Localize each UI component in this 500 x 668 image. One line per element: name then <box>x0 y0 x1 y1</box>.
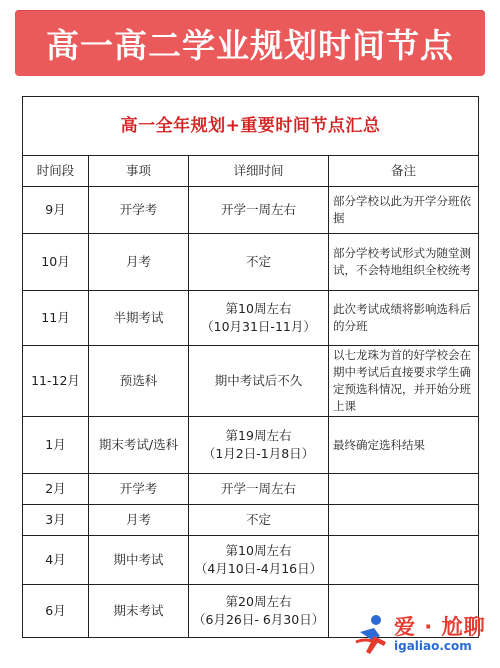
cell-detail <box>189 346 329 417</box>
cell-note: 此次考试成绩将影响选科后的分班 <box>329 291 479 346</box>
header-period: 时间段 <box>23 156 89 187</box>
cell-period: 2月 <box>23 474 89 505</box>
cell-item: 半期考试 <box>89 291 189 346</box>
cell-note <box>329 505 479 536</box>
cell-item: 预选科 <box>89 346 189 417</box>
detail-line2: （1月2日-1月8日） <box>202 446 315 461</box>
cell-period: 11-12月 <box>23 346 89 417</box>
detail-line2: （6月26日- 6月30日） <box>193 612 325 627</box>
table-row <box>23 417 479 474</box>
cell-note: 以七龙珠为首的好学校会在期中考试后直接要求学生确定预选科情况，并开始分班上课 <box>329 346 479 417</box>
table-row <box>23 474 479 505</box>
cell-item: 开学考 <box>89 187 189 234</box>
cell-period: 4月 <box>23 536 89 585</box>
detail-line1: 不定 <box>245 254 271 269</box>
detail-line1: 第20周左右 <box>225 594 292 609</box>
cell-detail <box>189 187 329 234</box>
detail-line1: 开学一周左右 <box>220 481 296 496</box>
cell-period: 10月 <box>23 234 89 291</box>
header-banner <box>0 0 500 86</box>
cell-period: 3月 <box>23 505 89 536</box>
header-detail: 详细时间 <box>189 156 329 187</box>
cell-period: 9月 <box>23 187 89 234</box>
cell-note <box>329 474 479 505</box>
header-note: 备注 <box>329 156 479 187</box>
cell-item: 期中考试 <box>89 536 189 585</box>
cell-item: 开学考 <box>89 474 189 505</box>
cell-detail <box>189 417 329 474</box>
cell-period: 11月 <box>23 291 89 346</box>
schedule-table-wrap <box>22 96 478 638</box>
cell-period: 1月 <box>23 417 89 474</box>
detail-line1: 开学一周左右 <box>220 202 296 217</box>
cell-note: 部分学校以此为开学分班依据 <box>329 187 479 234</box>
watermark-en: igaliao.com <box>394 639 472 653</box>
cell-period: 6月 <box>23 585 89 638</box>
cell-note: 部分学校考试形式为随堂测试，不会特地组织全校统考 <box>329 234 479 291</box>
detail-line1: 第10周左右 <box>225 301 292 316</box>
cell-detail <box>189 234 329 291</box>
schedule-table <box>22 96 479 638</box>
cell-item: 期末考试 <box>89 585 189 638</box>
cell-detail <box>189 291 329 346</box>
detail-line1: 不定 <box>245 512 271 527</box>
table-row <box>23 291 479 346</box>
detail-line2: （4月10日-4月16日） <box>194 561 323 576</box>
cell-note <box>329 536 479 585</box>
detail-line2: （10月31日-11月） <box>201 319 316 334</box>
cell-detail <box>189 474 329 505</box>
cell-item: 月考 <box>89 234 189 291</box>
table-row <box>23 187 479 234</box>
cell-detail <box>189 505 329 536</box>
cell-note: 最终确定选科结果 <box>329 417 479 474</box>
header-item: 事项 <box>89 156 189 187</box>
runner-icon <box>352 612 390 656</box>
detail-line1: 第19周左右 <box>225 428 292 443</box>
table-title: 高一全年规划+重要时间节点汇总 <box>23 97 479 156</box>
detail-line1: 期中考试后不久 <box>214 373 303 388</box>
cell-item: 月考 <box>89 505 189 536</box>
banner-title: 高一高二学业规划时间节点 <box>15 10 485 76</box>
watermark-logo <box>352 606 488 662</box>
table-row <box>23 505 479 536</box>
table-header-row <box>23 156 479 187</box>
table-row <box>23 346 479 417</box>
table-row <box>23 536 479 585</box>
cell-detail <box>189 585 329 638</box>
watermark-cn: 爱 · 尬聊 <box>394 615 486 639</box>
cell-detail <box>189 536 329 585</box>
table-row <box>23 234 479 291</box>
cell-item: 期末考试/选科 <box>89 417 189 474</box>
detail-line1: 第10周左右 <box>225 543 292 558</box>
